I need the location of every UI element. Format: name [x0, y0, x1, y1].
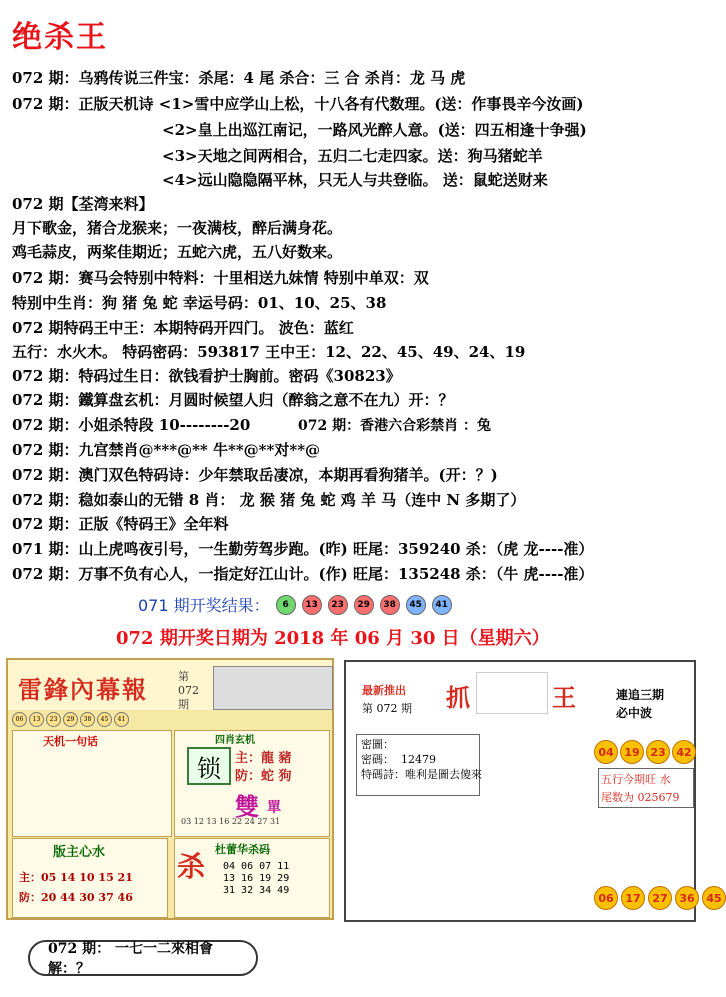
- poster-ball: 23: [646, 740, 670, 764]
- poster-ball: 45: [97, 712, 112, 727]
- draw-date: 072 期开奖日期为 2018 年 06 月 30 日（星期六）: [116, 628, 550, 649]
- poster-info: [598, 768, 694, 808]
- small-numbers: 03 12 13 16 22 24 27 31: [181, 817, 281, 826]
- poster-ball: 06: [594, 886, 618, 910]
- section-left-title: 天机一句话: [43, 735, 98, 748]
- result-ball: 6: [276, 595, 296, 615]
- poster-issue: 第 072 期: [178, 670, 199, 711]
- poster-balls: [594, 740, 696, 764]
- result-label: 071 期开奖结果：: [138, 596, 270, 615]
- poster-ball: 06: [12, 712, 27, 727]
- poster-title-left: 抓: [446, 683, 470, 712]
- poster-ball: 36: [675, 886, 699, 910]
- kill-char: 杀: [177, 850, 206, 883]
- text-line: 072 期：正版《特码王》全年料: [12, 515, 229, 533]
- poster-header: [8, 660, 332, 710]
- result-ball: 45: [406, 595, 426, 615]
- poster-mid-text: 密圖： 密碼： 12479 特碼詩：唯利是圖去傻來: [356, 734, 480, 796]
- main-zodiac: 主：龍 豬: [235, 751, 292, 766]
- side-note: 072 期：香港六合彩禁肖 ：兔: [298, 418, 491, 434]
- poster-ball: 27: [648, 886, 672, 910]
- text-line: 072 期：九宫禁肖@***@** 牛**@**对**@: [12, 441, 321, 459]
- text-line: 072 期特码王中王：本期特码开四门。 波色：蓝红: [12, 319, 354, 337]
- result-ball: 23: [328, 595, 348, 615]
- tail: 尾数为 025679: [601, 791, 680, 804]
- poster-blank-box: [213, 666, 333, 710]
- poster-tag: 最新推出: [362, 684, 406, 697]
- poster-ball: 45: [702, 886, 726, 910]
- lock-char: 锁: [187, 747, 231, 785]
- result-balls: [276, 595, 452, 615]
- section-right-title: 四肖玄机: [215, 735, 255, 746]
- poster-ball: 23: [46, 712, 61, 727]
- text-line: 072 期：赛马会特别中特料：十里相送九妹情 特别中单双：双: [12, 269, 429, 287]
- poster-ball: 17: [621, 886, 645, 910]
- core-main: 主：05 14 10 15 21: [19, 871, 133, 884]
- leifeng-poster: [6, 658, 334, 920]
- poster-balls: [12, 712, 129, 727]
- poster-title-right: 王: [552, 683, 576, 712]
- result-ball: 13: [302, 595, 322, 615]
- poster-ball: 41: [114, 712, 129, 727]
- poster-bottom-balls: [594, 886, 726, 910]
- text-line: 072 期：稳如泰山的无错 8 肖： 龙 猴 猪 兔 蛇 鸡 羊 马（连中 N 多期了）: [12, 491, 526, 509]
- core-label: 版主心水: [53, 845, 106, 860]
- text-line: <4>远山隐隐隔平林，只无人与共登临。 送：鼠蛇送财来: [162, 171, 548, 189]
- poster-issue: 第 072 期: [362, 702, 412, 715]
- text-line: 五行：水火木。 特码密码：593817 王中王：12、22、45、49、24、19: [12, 343, 526, 361]
- text-line: <3>天地之间两相合，五归二七走四家。送：狗马猪蛇羊: [162, 147, 543, 165]
- text-line: 鸡毛蒜皮，两桨佳期近；五蛇六虎，五八好数来。: [12, 243, 343, 261]
- kill-grid: 04 06 07 11 13 16 19 29 31 32 34 49: [223, 861, 290, 896]
- double-char: 雙: [235, 792, 259, 821]
- poster-right-box: [174, 730, 330, 837]
- text-line: 072 期：特码过生日：欲钱看护士胸前。密码《30823》: [12, 367, 401, 385]
- result-ball: 29: [354, 595, 374, 615]
- poster-ball: 38: [80, 712, 95, 727]
- text-line: 072 期【荃湾来料】: [12, 195, 154, 213]
- text-line: <2>皇上出巡江南记，一路风光醉人意。(送：四五相逢十争强): [162, 121, 587, 139]
- poster-tag-right: 連追三期 必中波: [616, 688, 665, 720]
- poster-left-box: [12, 730, 172, 837]
- page-title: 绝杀王: [12, 20, 108, 55]
- text-line: 072 期：正版天机诗 <1>雪中应学山上松，十八各有代数理。(送：作事畏辛今汝画): [12, 95, 584, 113]
- poster-blank: [476, 672, 548, 714]
- text-line: 特别中生肖：狗 猪 兔 蛇 幸运号码：01、10、25、38: [12, 294, 387, 312]
- text-line: 月下歌金，猪合龙猴来；一夜满枝，醉后满身花。: [12, 219, 343, 237]
- text-line: 072 期：小姐杀特段 10--------20: [12, 416, 251, 434]
- text-line: 071 期：山上虎鸣夜引号，一生勤劳驾步跑。(昨) 旺尾：359240 杀：（虎 龙----准）: [12, 540, 594, 558]
- defend-zodiac: 防：蛇 狗: [235, 769, 292, 784]
- single-char: 單: [267, 800, 281, 816]
- wuxing: 五行今期旺 水: [601, 773, 671, 786]
- text-line: 072 期：澳门双色特码诗：少年禁取岳凄凉，本期再看狗猪羊。(开：？): [12, 466, 498, 484]
- kill-box: [174, 838, 330, 918]
- zhua-poster: [344, 660, 722, 922]
- poster-ball: 29: [63, 712, 78, 727]
- core-defend: 防：20 44 30 37 46: [19, 891, 133, 904]
- result-ball: 41: [432, 595, 452, 615]
- kill-title: 杜蕾华杀码: [215, 843, 270, 856]
- result-ball: 38: [380, 595, 400, 615]
- text-line: 072 期：鐵算盘玄机：月圆时候望人归（醉翁之意不在九）开：？: [12, 391, 454, 409]
- poster-ball: 13: [29, 712, 44, 727]
- poster-ball: 04: [594, 740, 618, 764]
- poster-ball: 19: [620, 740, 644, 764]
- poster-title: 雷鋒內幕報: [18, 675, 148, 704]
- text-line: 072 期：万事不负有心人，一指定好江山计。(作) 旺尾：135248 杀：（牛 虎----准）: [12, 565, 594, 583]
- result-row: [138, 593, 452, 616]
- cloud-riddle: 072 期： 一七一二來相會 解：？: [28, 940, 258, 976]
- text-line: 072 期：乌鸦传说三件宝：杀尾：4 尾 杀合：三 合 杀肖：龙 马 虎: [12, 69, 466, 87]
- poster-ball: 42: [672, 740, 696, 764]
- core-box: [12, 838, 168, 918]
